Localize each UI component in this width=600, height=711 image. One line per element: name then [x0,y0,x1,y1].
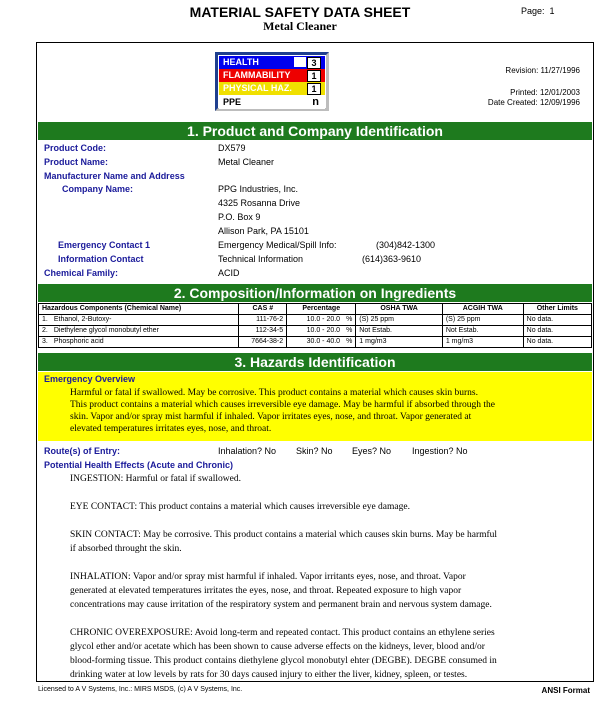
osha-twa: (S) 25 ppm [356,315,443,326]
other-limits: No data. [523,337,591,348]
company-line-2: 4325 Rosanna Drive [218,198,301,208]
percentage-range: 10.0 - 20.0 [287,326,343,337]
percentage-range: 10.0 - 20.0 [287,315,343,326]
row-number: 2. [39,326,51,337]
table-row [39,315,592,326]
chemical-family-label: Chemical Family: [44,268,119,278]
health-effects-label: Potential Health Effects (Acute and Chronic) [44,460,234,470]
information-contact-desc: Technical Information [218,254,304,264]
table-row [39,326,592,337]
column-header-percentage: Percentage [287,304,356,315]
cas-number: 7664-38-2 [239,337,287,348]
component-name: Diethylene glycol monobutyl ether [51,326,239,337]
emergency-overview-box [38,372,592,441]
product-code-label: Product Code: [44,143,106,153]
table-row [39,337,592,348]
hmis-rating-box [215,52,329,111]
osha-twa: Not Estab. [356,326,443,337]
product-name-value: Metal Cleaner [218,157,275,167]
column-header-acgih: ACGIH TWA [442,304,523,315]
license-footer: Licensed to A V Systems, Inc.: MIRS MSDS, (c) A V Systems, Inc. [38,686,243,693]
product-code-value: DX579 [218,143,246,153]
percentage-unit: % [343,315,356,326]
emergency-contact-desc: Emergency Medical/Spill Info: [218,240,337,250]
chronic-overexposure-text: CHRONIC OVEREXPOSURE: Avoid long-term and repeated contact. This product contains an ethylene series glycol ether and/or acetate which has been shown to cause adverse effects on the kidneys, lever, blood and/or blood-forming tissue. This product contains diethylene glycol monobutyl ehter (DEGBE). DEGBE consumed in drinking water at low levels by rats for 30 days caused injury to either the liver, kidney, spleen, or testes. [70,628,497,680]
row-number: 3. [39,337,51,348]
hmis-flammability-row: FLAMMABILITY 1 [219,69,325,82]
route-inhalation: Inhalation? No [218,446,277,456]
product-subtitle: Metal Cleaner [263,19,337,33]
page-indicator: Page: 1 [521,6,555,16]
other-limits: No data. [523,315,591,326]
emergency-overview-text: Harmful or fatal if swallowed. May be corrosive. This product contains a material which causes skin burns. This product contains a material which causes irreversible eye damage. May be harmful if absorbed through the skin. Vapor and/or spray mist harmful if inhaled. Vapor irritates eyes, nose, and throat. Vapor generated at elevated temperatures irritates eyes, nose, and throat. [70,388,495,434]
revision-date: Revision: 11/27/1996 [505,66,580,75]
ingredients-table [38,303,592,348]
created-date: Date Created: 12/09/1996 [487,98,580,107]
percentage-unit: % [343,326,356,337]
emergency-overview-label: Emergency Overview [44,374,136,384]
routes-of-entry-label: Route(s) of Entry: [44,446,120,456]
hmis-ppe-row: PPE n [219,96,325,109]
ingestion-text: INGESTION: Harmful or fatal if swallowed. [70,474,241,484]
column-header-other: Other Limits [523,304,591,315]
acgih-twa: 1 mg/m3 [442,337,523,348]
row-number: 1. [39,315,51,326]
company-line-3: P.O. Box 9 [218,212,261,222]
osha-twa: 1 mg/m3 [356,337,443,348]
column-header-cas: CAS # [239,304,287,315]
format-footer: ANSI Format [541,686,590,695]
column-header-component: Hazardous Components (Chemical Name) [39,304,239,315]
hmis-physical-row: PHYSICAL HAZ. 1 [219,82,325,95]
column-header-osha: OSHA TWA [356,304,443,315]
eye-contact-text: EYE CONTACT: This product contains a material which causes irreversible eye damage. [70,502,410,512]
cas-number: 111-76-2 [239,315,287,326]
product-name-label: Product Name: [44,157,109,167]
other-limits: No data. [523,326,591,337]
inhalation-text: INHALATION: Vapor and/or spray mist harmful if inhaled. Vapor irritants eyes, nose, and throat. Vapor generated at elevated temperatures irritates the eyes, nose, and throat. Repeated exposure to high vapor concentrations may cause irritation of the respiratory system and permanent brain and nervous system damage. [70,572,492,610]
skin-contact-text: SKIN CONTACT: May be corrosive. This product contains a material which causes skin burns. May be harmful if absorbed throught the skin. [70,530,498,554]
route-skin: Skin? No [296,446,333,456]
document-title: MATERIAL SAFETY DATA SHEET [189,4,411,20]
company-name-label: Company Name: [62,184,134,194]
hmis-health-row: HEALTH 3 [219,56,325,69]
table-header-row [39,304,592,315]
section-3-header: 3. Hazards Identification [38,353,592,371]
cas-number: 112-34-5 [239,326,287,337]
percentage-unit: % [343,337,356,348]
section-1-header: 1. Product and Company Identification [38,122,592,140]
company-line-1: PPG Industries, Inc. [218,184,299,194]
information-contact-label: Information Contact [58,254,144,264]
printed-date: Printed: 12/01/2003 [510,88,580,97]
component-name: Phosphoric acid [51,337,239,348]
acgih-twa: (S) 25 ppm [442,315,523,326]
acgih-twa: Not Estab. [442,326,523,337]
section-2-header: 2. Composition/Information on Ingredients [38,284,592,302]
emergency-contact-label: Emergency Contact 1 [58,240,151,250]
emergency-contact-phone: (304)842-1300 [376,240,436,250]
percentage-range: 30.0 - 40.0 [287,337,343,348]
component-name: Ethanol, 2-Butoxy- [51,315,239,326]
company-line-4: Allison Park, PA 15101 [218,226,309,236]
manufacturer-label: Manufacturer Name and Address [44,171,185,181]
route-ingestion: Ingestion? No [412,446,468,456]
information-contact-phone: (614)363-9610 [362,254,422,264]
chemical-family-value: ACID [218,268,240,278]
route-eyes: Eyes? No [352,446,392,456]
